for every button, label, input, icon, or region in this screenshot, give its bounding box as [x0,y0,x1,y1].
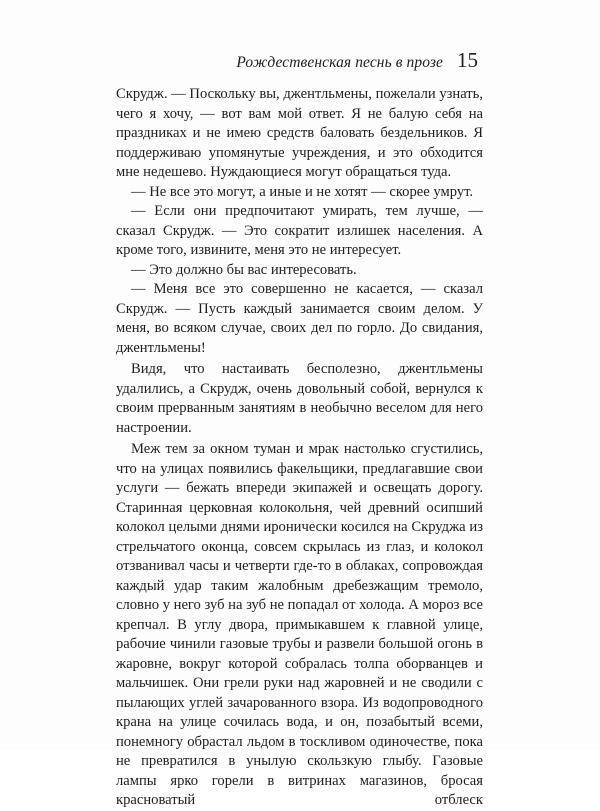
paragraph: — Если они предпочитают умирать, тем лучше, — сказал Скрудж. — Это сократит излишек населения. А кроме того, извините, меня это не интересует. [116,203,483,258]
paragraph: — Это должно бы вас интересовать. [131,261,357,278]
body-text [116,85,483,811]
paragraph: — Меня все это совершенно не касается, — сказал Скрудж. — Пусть каждый занимается своим делом. У меня, во всяком случае, своих дел по горло. До свидания, джентльмены! [116,281,483,356]
paragraph: — Не все это могут, а иные и не хотят — скорее умрут. [131,183,474,200]
running-head [236,48,478,73]
running-title: Рождественская песнь в прозе [236,54,443,71]
page-number: 15 [457,48,478,72]
paragraph: Меж тем за окном туман и мрак настолько сгустились, что на улицах появились факельщики, предлагавшие свои услуги — бежать впереди экипажей и освещать дорогу. Старинная церковная колокольня, чей древний осипший колокол целыми днями иронически косился на Скруджа из стрельчатого оконца, совсем скрылась из глаз, и колокол отзванивал часы и четверти где-то в облаках, сопровождая каждый удар таким жалобным дребезжащим тремоло, словно у него зуб на зуб не попадал от холода. А мороз все крепчал. В углу двора, примыкавшем к главной улице, рабочие чинили газовые трубы и развели большой огонь в жаровне, вокруг которой собралась толпа оборванцев и мальчишек. Они грели руки над жаровней и не сводили с пылающих углей зачарованного взора. Из водопроводного крана на улице сочилась вода, и он, позабытый всеми, понемногу обрастал льдом в тоскливом одиночестве, пока не превратился в унылую скользкую глыбу. Газовые лампы ярко горели в витринах магазинов, бросая красноватый отблеск [116,441,484,808]
paragraph: Скрудж. — Поскольку вы, джентльмены, пожелали узнать, чего я хочу, — вот вам мой ответ. Я не балую себя на праздниках и не имею средств баловать бездельников. Я поддерживаю упомянутые учреждения, и это обходится мне недешево. Нуждающиеся могут обращаться туда. [116,86,483,180]
paragraph: Видя, что настаивать бесполезно, джентльмены удалились, а Скрудж, очень довольный собой, вернулся к своим прерванным занятиям в необычно веселом для него настроении. [116,361,483,436]
